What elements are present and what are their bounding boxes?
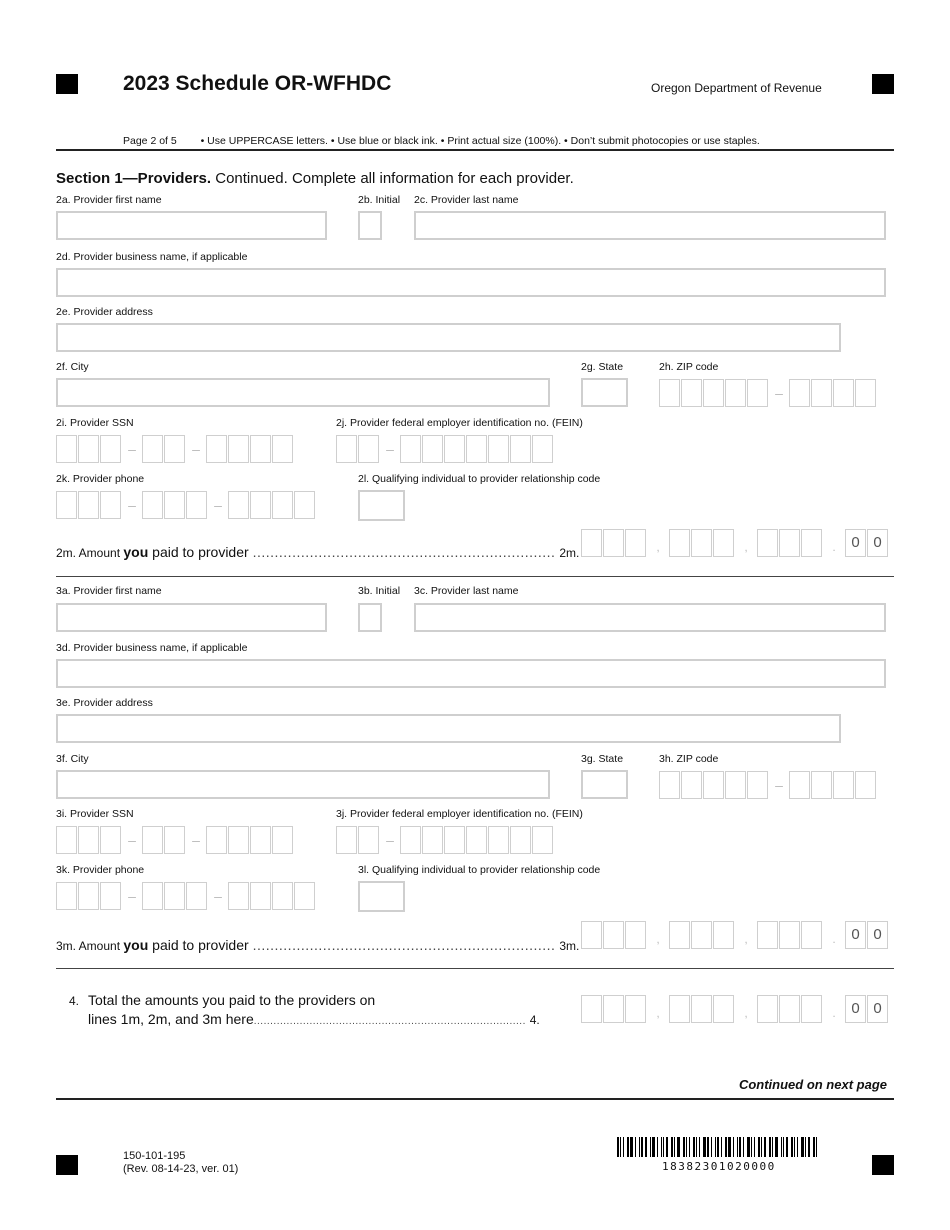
provider2-last-name-field[interactable] bbox=[414, 211, 886, 240]
barcode-bar bbox=[783, 1137, 784, 1157]
barcode-bar bbox=[717, 1137, 719, 1157]
provider2-address-field[interactable] bbox=[56, 323, 841, 352]
barcode-bar bbox=[699, 1137, 700, 1157]
barcode-bar bbox=[758, 1137, 760, 1157]
provider2-ssn-field[interactable]: – – bbox=[56, 434, 294, 464]
barcode-bar bbox=[772, 1137, 773, 1157]
line-4-text-1: Total the amounts you paid to the providers on bbox=[88, 992, 376, 1008]
barcode-bar bbox=[635, 1137, 636, 1157]
barcode-bar bbox=[696, 1137, 697, 1157]
section-title bbox=[56, 170, 574, 187]
section-title-bold: Section 1—Providers. bbox=[56, 170, 212, 187]
barcode-bar bbox=[797, 1137, 798, 1157]
cents-digit: 0 bbox=[867, 921, 888, 949]
provider-divider bbox=[56, 576, 894, 577]
barcode-bar bbox=[683, 1137, 685, 1157]
barcode-bar bbox=[764, 1137, 766, 1157]
form-number: 150-101-195 bbox=[123, 1150, 186, 1162]
barcode-bar bbox=[801, 1137, 804, 1157]
barcode-bar bbox=[711, 1137, 712, 1157]
provider3-zip-field[interactable]: – bbox=[659, 770, 877, 800]
label-3j: 3j. Provider federal employer identification no. (FEIN) bbox=[336, 808, 583, 820]
registration-mark-top-left bbox=[56, 74, 78, 94]
label-3d: 3d. Provider business name, if applicable bbox=[56, 642, 248, 654]
barcode-bar bbox=[786, 1137, 788, 1157]
barcode-bar bbox=[747, 1137, 750, 1157]
barcode-bar bbox=[775, 1137, 778, 1157]
label-2h: 2h. ZIP code bbox=[659, 361, 719, 373]
line-4-text-2: lines 1m, 2m, and 3m here................................................................................... 4. bbox=[88, 1011, 540, 1027]
barcode-bar bbox=[743, 1137, 744, 1157]
provider2-relationship-code-field[interactable] bbox=[358, 490, 405, 521]
label-3a: 3a. Provider first name bbox=[56, 585, 162, 597]
label-2e: 2e. Provider address bbox=[56, 306, 153, 318]
barcode-number: 18382301020000 bbox=[662, 1160, 776, 1173]
label-3l: 3l. Qualifying individual to provider relationship code bbox=[358, 864, 601, 876]
cents-digit: 0 bbox=[845, 921, 866, 949]
provider3-relationship-code-field[interactable] bbox=[358, 881, 405, 912]
provider3-address-field[interactable] bbox=[56, 714, 841, 743]
barcode-bar bbox=[630, 1137, 633, 1157]
barcode-bar bbox=[769, 1137, 771, 1157]
barcode-bar bbox=[794, 1137, 795, 1157]
provider-divider bbox=[56, 968, 894, 969]
provider3-ssn-field[interactable]: – – bbox=[56, 825, 294, 855]
barcode-bar bbox=[715, 1137, 716, 1157]
barcode-bar bbox=[645, 1137, 647, 1157]
agency-name: Oregon Department of Revenue bbox=[651, 81, 822, 95]
label-2k: 2k. Provider phone bbox=[56, 473, 145, 485]
provider3-last-name-field[interactable] bbox=[414, 603, 886, 632]
cents-digit: 0 bbox=[845, 529, 866, 557]
barcode-bar bbox=[791, 1137, 793, 1157]
barcode-bar bbox=[728, 1137, 731, 1157]
barcode-bar bbox=[663, 1137, 664, 1157]
provider3-business-name-field[interactable] bbox=[56, 659, 886, 688]
barcode-bar bbox=[813, 1137, 815, 1157]
line-4-number: 4. bbox=[69, 994, 80, 1008]
label-3b: 3b. Initial bbox=[358, 585, 401, 597]
label-3i: 3i. Provider SSN bbox=[56, 808, 134, 820]
provider2-initial-field[interactable] bbox=[358, 211, 382, 240]
line-4-total-amount-field[interactable]: , , . 0 0 bbox=[581, 994, 889, 1024]
line-2m: 2m. Amount you paid to provider ..................................................................... 2m. bbox=[56, 544, 580, 560]
label-2g: 2g. State bbox=[581, 361, 624, 373]
provider3-fein-field[interactable]: – bbox=[336, 825, 554, 855]
form-revision: (Rev. 08-14-23, ver. 01) bbox=[123, 1163, 239, 1175]
registration-mark-bottom-right bbox=[872, 1155, 894, 1175]
barcode-bar bbox=[623, 1137, 624, 1157]
barcode-bar bbox=[707, 1137, 709, 1157]
page-number: Page 2 of 5 bbox=[123, 135, 177, 147]
barcode-bar bbox=[671, 1137, 673, 1157]
label-2c: 2c. Provider last name bbox=[414, 194, 519, 206]
label-2b: 2b. Initial bbox=[358, 194, 401, 206]
barcode-bar bbox=[739, 1137, 741, 1157]
label-2j: 2j. Provider federal employer identification no. (FEIN) bbox=[336, 417, 583, 429]
line-3m: 3m. Amount you paid to provider ..................................................................... 3m. bbox=[56, 937, 580, 953]
barcode-bar bbox=[666, 1137, 668, 1157]
provider2-fein-field[interactable]: – bbox=[336, 434, 554, 464]
barcode-bar bbox=[761, 1137, 762, 1157]
label-3e: 3e. Provider address bbox=[56, 697, 153, 709]
provider3-amount-field[interactable]: , , . 0 0 bbox=[581, 920, 889, 950]
provider3-first-name-field[interactable] bbox=[56, 603, 327, 632]
barcode-bar bbox=[721, 1137, 722, 1157]
barcode-bar bbox=[620, 1137, 621, 1157]
provider2-phone-field[interactable]: – – bbox=[56, 490, 316, 520]
label-2i: 2i. Provider SSN bbox=[56, 417, 134, 429]
barcode-bar bbox=[781, 1137, 782, 1157]
label-2l: 2l. Qualifying individual to provider relationship code bbox=[358, 473, 601, 485]
provider2-business-name-field[interactable] bbox=[56, 268, 886, 297]
section-title-rest: Continued. Complete all information for each provider. bbox=[211, 170, 574, 187]
barcode-bar bbox=[805, 1137, 806, 1157]
instructions-text: • Use UPPERCASE letters. • Use blue or black ink. • Print actual size (100%). • Don’t submit photocopies or use staples. bbox=[200, 135, 760, 147]
instructions-line bbox=[123, 135, 760, 147]
barcode-bar bbox=[737, 1137, 738, 1157]
cents-digit: 0 bbox=[845, 995, 866, 1023]
barcode-bar bbox=[641, 1137, 643, 1157]
provider2-city-field[interactable] bbox=[56, 378, 550, 407]
cents-digit: 0 bbox=[867, 995, 888, 1023]
provider3-phone-field[interactable]: – – bbox=[56, 881, 316, 911]
barcode-bar bbox=[725, 1137, 727, 1157]
footer-divider bbox=[56, 1098, 894, 1100]
label-3c: 3c. Provider last name bbox=[414, 585, 519, 597]
label-2a: 2a. Provider first name bbox=[56, 194, 162, 206]
barcode-bar bbox=[751, 1137, 752, 1157]
label-3h: 3h. ZIP code bbox=[659, 753, 719, 765]
barcode-bar bbox=[661, 1137, 662, 1157]
registration-mark-bottom-left bbox=[56, 1155, 78, 1175]
provider2-state-field[interactable] bbox=[581, 378, 628, 407]
barcode-bar bbox=[627, 1137, 629, 1157]
barcode-bar bbox=[652, 1137, 655, 1157]
label-2f: 2f. City bbox=[56, 361, 89, 373]
continued-note: Continued on next page bbox=[738, 1077, 887, 1092]
label-3f: 3f. City bbox=[56, 753, 89, 765]
provider2-first-name-field[interactable] bbox=[56, 211, 327, 240]
barcode-bar bbox=[816, 1137, 817, 1157]
barcode-bar bbox=[617, 1137, 619, 1157]
provider3-state-field[interactable] bbox=[581, 770, 628, 799]
provider2-amount-field[interactable]: , , . 0 0 bbox=[581, 528, 889, 558]
barcode-bar bbox=[733, 1137, 734, 1157]
label-3k: 3k. Provider phone bbox=[56, 864, 145, 876]
barcode bbox=[617, 1137, 819, 1157]
barcode-bar bbox=[677, 1137, 680, 1157]
barcode-bar bbox=[674, 1137, 675, 1157]
provider3-initial-field[interactable] bbox=[358, 603, 382, 632]
barcode-bar bbox=[689, 1137, 690, 1157]
barcode-bar bbox=[703, 1137, 706, 1157]
label-3g: 3g. State bbox=[581, 753, 624, 765]
label-2d: 2d. Provider business name, if applicable bbox=[56, 251, 248, 263]
barcode-bar bbox=[650, 1137, 651, 1157]
cents-digit: 0 bbox=[867, 529, 888, 557]
barcode-bar bbox=[639, 1137, 640, 1157]
registration-mark-top-right bbox=[872, 74, 894, 94]
form-title: 2023 Schedule OR-WFHDC bbox=[123, 72, 392, 95]
barcode-bar bbox=[808, 1137, 810, 1157]
provider3-city-field[interactable] bbox=[56, 770, 550, 799]
header-divider bbox=[56, 149, 894, 151]
barcode-bar bbox=[657, 1137, 658, 1157]
zip-dash: – bbox=[775, 385, 783, 401]
barcode-bar bbox=[686, 1137, 687, 1157]
barcode-bar bbox=[693, 1137, 695, 1157]
provider2-zip-field[interactable] bbox=[659, 378, 877, 408]
barcode-bar bbox=[754, 1137, 755, 1157]
